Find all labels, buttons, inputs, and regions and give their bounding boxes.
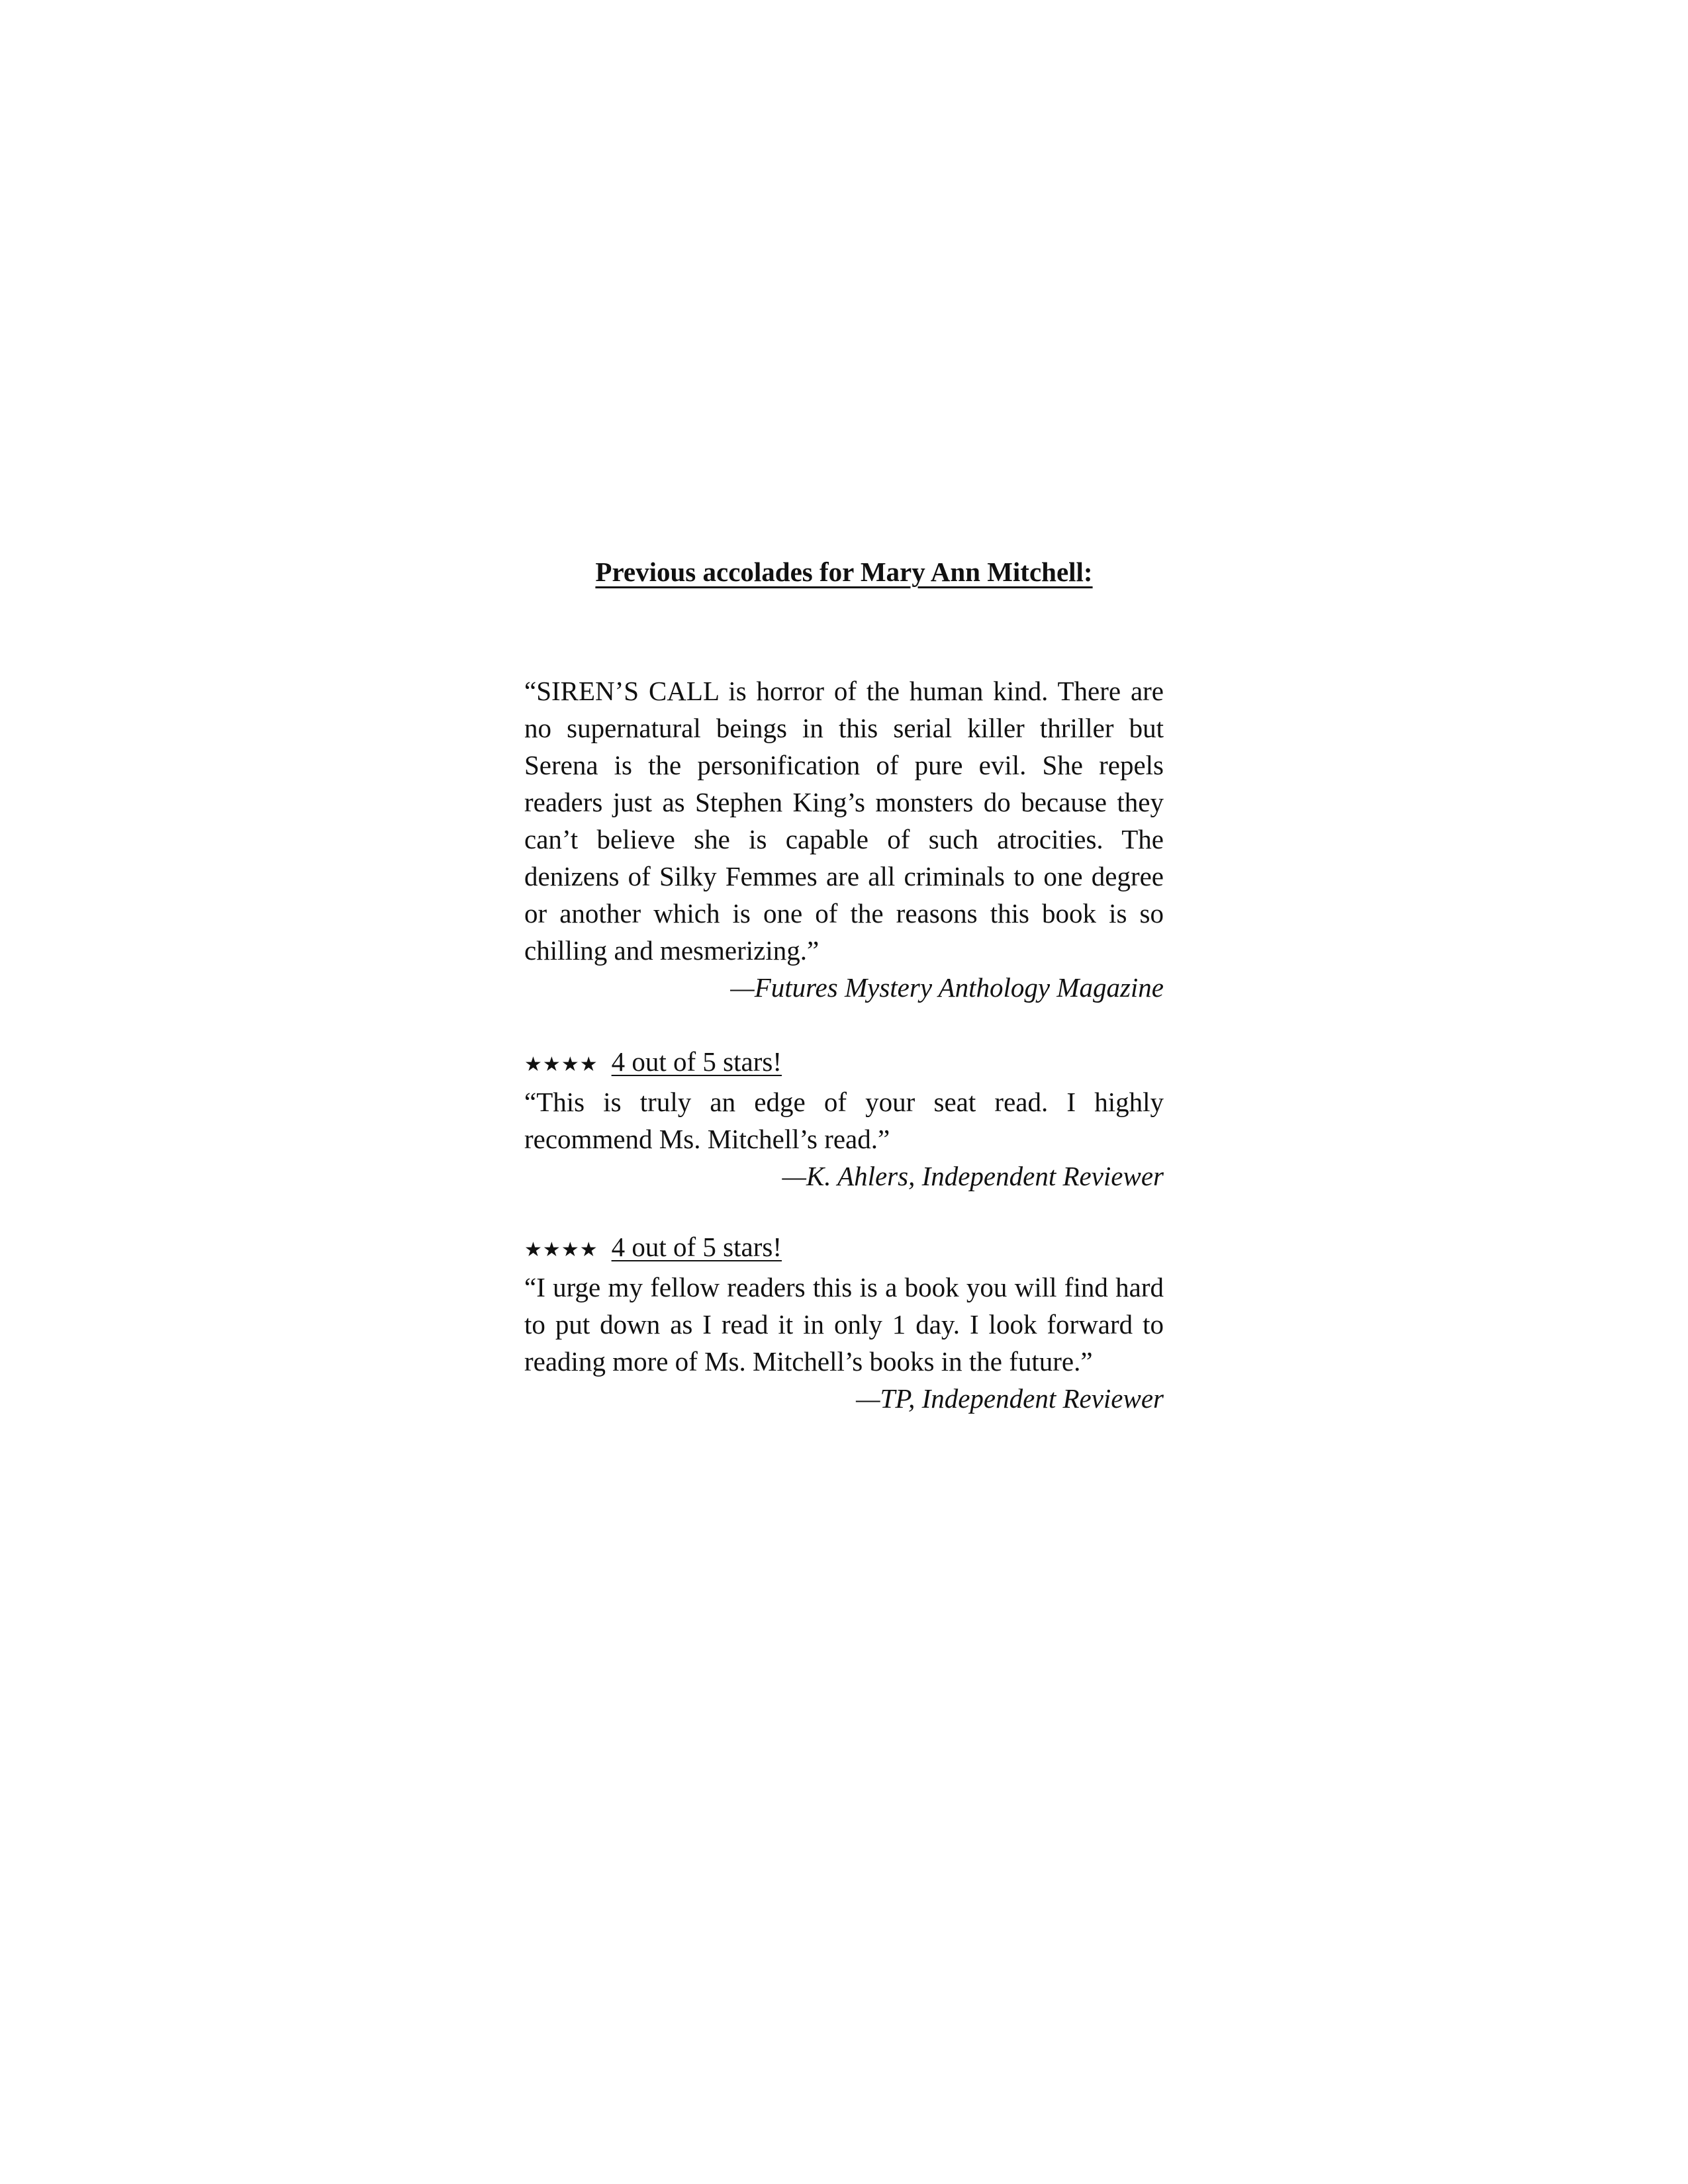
review-block — [524, 672, 1164, 1006]
rating-line — [524, 1043, 1164, 1083]
star-rating-icons — [524, 1232, 598, 1269]
star-icon: ★ — [579, 1053, 598, 1076]
page-title: Previous accolades for Mary Ann Mitchell: — [595, 557, 1093, 587]
star-icon: ★ — [524, 1053, 543, 1076]
star-icon: ★ — [561, 1238, 580, 1261]
star-icon: ★ — [524, 1238, 543, 1261]
review-block — [524, 1043, 1164, 1195]
star-rating-icons — [524, 1046, 598, 1083]
review-block — [524, 1228, 1164, 1417]
rating-line — [524, 1228, 1164, 1269]
star-icon: ★ — [542, 1053, 561, 1076]
star-icon: ★ — [542, 1238, 561, 1261]
review-quote: “SIREN’S CALL is horror of the human kind. There are no supernatural beings in this serial killer thriller but Serena is the personification of pure evil. She repels readers just as Stephen King’s monsters do because they can’t believe she is capable of such atrocities. The denizens of Silky Femmes are all criminals to one degree or another which is one of the reasons this book is so chilling and mesmerizing.” — [524, 676, 1164, 966]
star-icon: ★ — [579, 1238, 598, 1261]
rating-text: 4 out of 5 stars! — [611, 1232, 782, 1262]
review-quote: “This is truly an edge of your seat read. I highly recommend Ms. Mitchell’s read.” — [524, 1087, 1164, 1154]
rating-text: 4 out of 5 stars! — [611, 1046, 782, 1077]
review-attribution: —K. Ahlers, Independent Reviewer — [782, 1161, 1164, 1191]
review-quote: “I urge my fellow readers this is a book you will find hard to put down as I read it in only 1 day. I look forward to reading more of Ms. Mitchell’s books in the future.” — [524, 1272, 1164, 1377]
star-icon: ★ — [561, 1053, 580, 1076]
review-attribution: —TP, Independent Reviewer — [856, 1383, 1164, 1414]
review-attribution: —Futures Mystery Anthology Magazine — [730, 972, 1164, 1003]
